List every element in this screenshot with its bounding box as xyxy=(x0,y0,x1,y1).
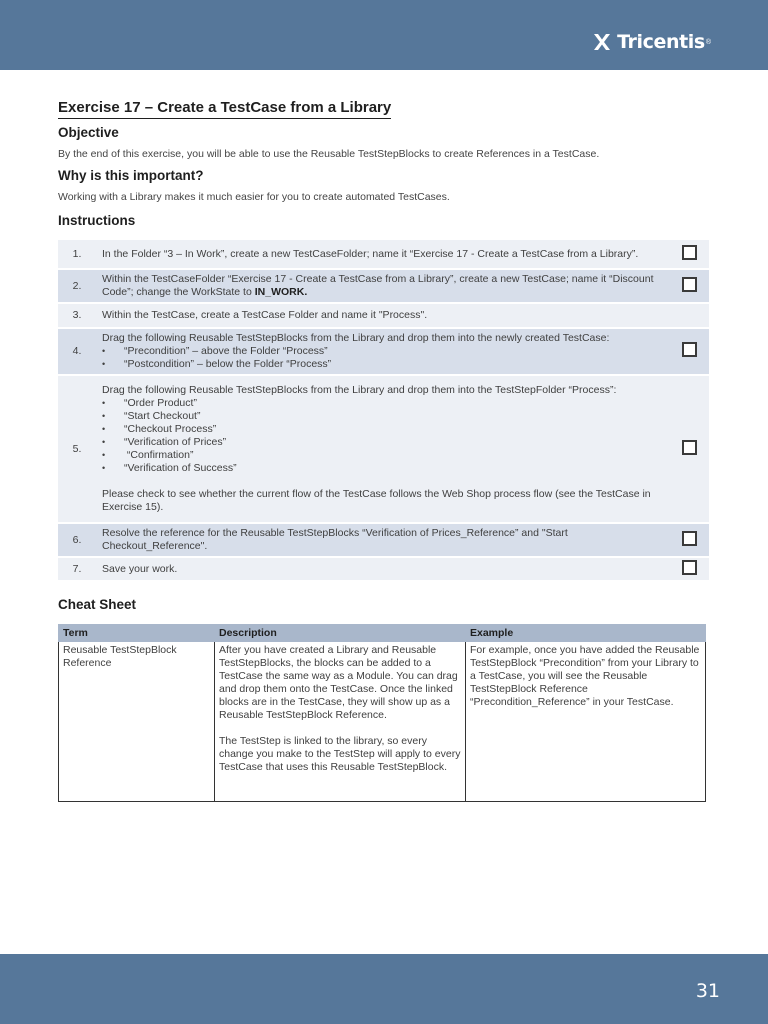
table-row xyxy=(59,642,706,802)
step-number: 5. xyxy=(58,375,96,523)
step-number: 6. xyxy=(58,523,96,557)
step-checkbox[interactable] xyxy=(682,560,697,575)
step-number: 2. xyxy=(58,269,96,303)
step-text: In the Folder “3 – In Work”, create a new TestCaseFolder; name it “Exercise 17 - Create a TestCase from a Library”. xyxy=(96,240,669,269)
step-number: 4. xyxy=(58,328,96,375)
table-header-row xyxy=(59,625,706,642)
step-text xyxy=(96,269,669,303)
brand-logo xyxy=(592,28,711,56)
column-header-example: Example xyxy=(466,625,706,642)
importance-text: Working with a Library makes it much easier for you to create automated TestCases. xyxy=(58,191,450,203)
workstate-value: IN_WORK. xyxy=(254,286,308,298)
page-number: 31 xyxy=(695,980,720,1002)
step-text: Save your work. xyxy=(96,557,669,580)
bullet-item: • “Verification of Success” xyxy=(102,462,661,475)
step-text xyxy=(96,375,669,523)
bullet-item: • “Start Checkout” xyxy=(102,410,661,423)
bullet-item: • “Postcondition” – below the Folder “Process” xyxy=(102,358,661,371)
objective-heading: Objective xyxy=(58,125,119,140)
step-checkbox[interactable] xyxy=(682,277,697,292)
importance-heading: Why is this important? xyxy=(58,168,204,183)
cheat-sheet-heading: Cheat Sheet xyxy=(58,597,137,612)
instructions-table xyxy=(58,240,709,580)
step-text xyxy=(96,328,669,375)
step-row xyxy=(58,303,709,328)
step-checkbox[interactable] xyxy=(682,531,697,546)
step-intro: Drag the following Reusable TestStepBlocks from the Library and drop them into the TestStepFolder “Process”: xyxy=(102,384,617,396)
step-number: 7. xyxy=(58,557,96,580)
footer-bar xyxy=(0,954,768,1024)
term-cell: Reusable TestStepBlock Reference xyxy=(59,642,215,802)
step-row xyxy=(58,328,709,375)
step-note: Please check to see whether the current flow of the TestCase follows the Web Shop process flow (see the TestCase in Exercise 15). xyxy=(102,488,651,513)
example-cell: For example, once you have added the Reusable TestStepBlock “Precondition” from your Library to a TestCase, you will see the Reusable TestStepBlock Reference “Precondition_Reference” in your TestCase. xyxy=(466,642,706,802)
description-cell xyxy=(215,642,466,802)
step-text-main: Within the TestCaseFolder “Exercise 17 - Create a TestCase from a Library”, create a new TestCase; name it “Discount Code”; change the WorkState to xyxy=(102,273,654,298)
brand-name: Tricentis xyxy=(617,31,705,53)
bullet-item: • “Checkout Process” xyxy=(102,423,661,436)
step-checkbox[interactable] xyxy=(682,440,697,455)
step-intro: Drag the following Reusable TestStepBlocks from the Library and drop them into the newly created TestCase: xyxy=(102,332,610,344)
step-text: Resolve the reference for the Reusable TestStepBlocks “Verification of Prices_Reference” and "Start Checkout_Reference". xyxy=(96,523,669,557)
step-checkbox[interactable] xyxy=(682,342,697,357)
bullet-item: • “Order Product” xyxy=(102,397,661,410)
cheat-sheet-table xyxy=(58,624,706,802)
step-number: 1. xyxy=(58,240,96,269)
tricentis-x-icon xyxy=(592,32,612,52)
description-paragraph: After you have created a Library and Reusable TestStepBlocks, the blocks can be added to a TestCase the same way as a Module. You can drag and drop them onto the TestCase. Once the linked blocks are in the TestCase, they will show up as a Reusable TestStepBlock Reference. xyxy=(219,644,458,721)
column-header-term: Term xyxy=(59,625,215,642)
step-row xyxy=(58,269,709,303)
page-title: Exercise 17 – Create a TestCase from a Library xyxy=(58,98,391,119)
bullet-item: • “Precondition” – above the Folder “Process” xyxy=(102,345,661,358)
step-checkbox[interactable] xyxy=(682,245,697,260)
step-row xyxy=(58,240,709,269)
trademark-symbol: ® xyxy=(705,38,711,46)
step-row xyxy=(58,375,709,523)
header-bar xyxy=(0,0,768,70)
objective-text: By the end of this exercise, you will be able to use the Reusable TestStepBlocks to create References in a TestCase. xyxy=(58,148,600,160)
page-content xyxy=(58,98,710,802)
instructions-heading: Instructions xyxy=(58,213,136,228)
bullet-item: • “Confirmation” xyxy=(102,449,661,462)
step-row xyxy=(58,523,709,557)
bullet-item: • “Verification of Prices” xyxy=(102,436,661,449)
step-number: 3. xyxy=(58,303,96,328)
step-text: Within the TestCase, create a TestCase Folder and name it "Process". xyxy=(96,303,669,328)
step-row xyxy=(58,557,709,580)
description-paragraph: The TestStep is linked to the library, so every change you make to the TestStep will apply to every TestCase that uses this Reusable TestStepBlock. xyxy=(219,735,461,773)
column-header-description: Description xyxy=(215,625,466,642)
